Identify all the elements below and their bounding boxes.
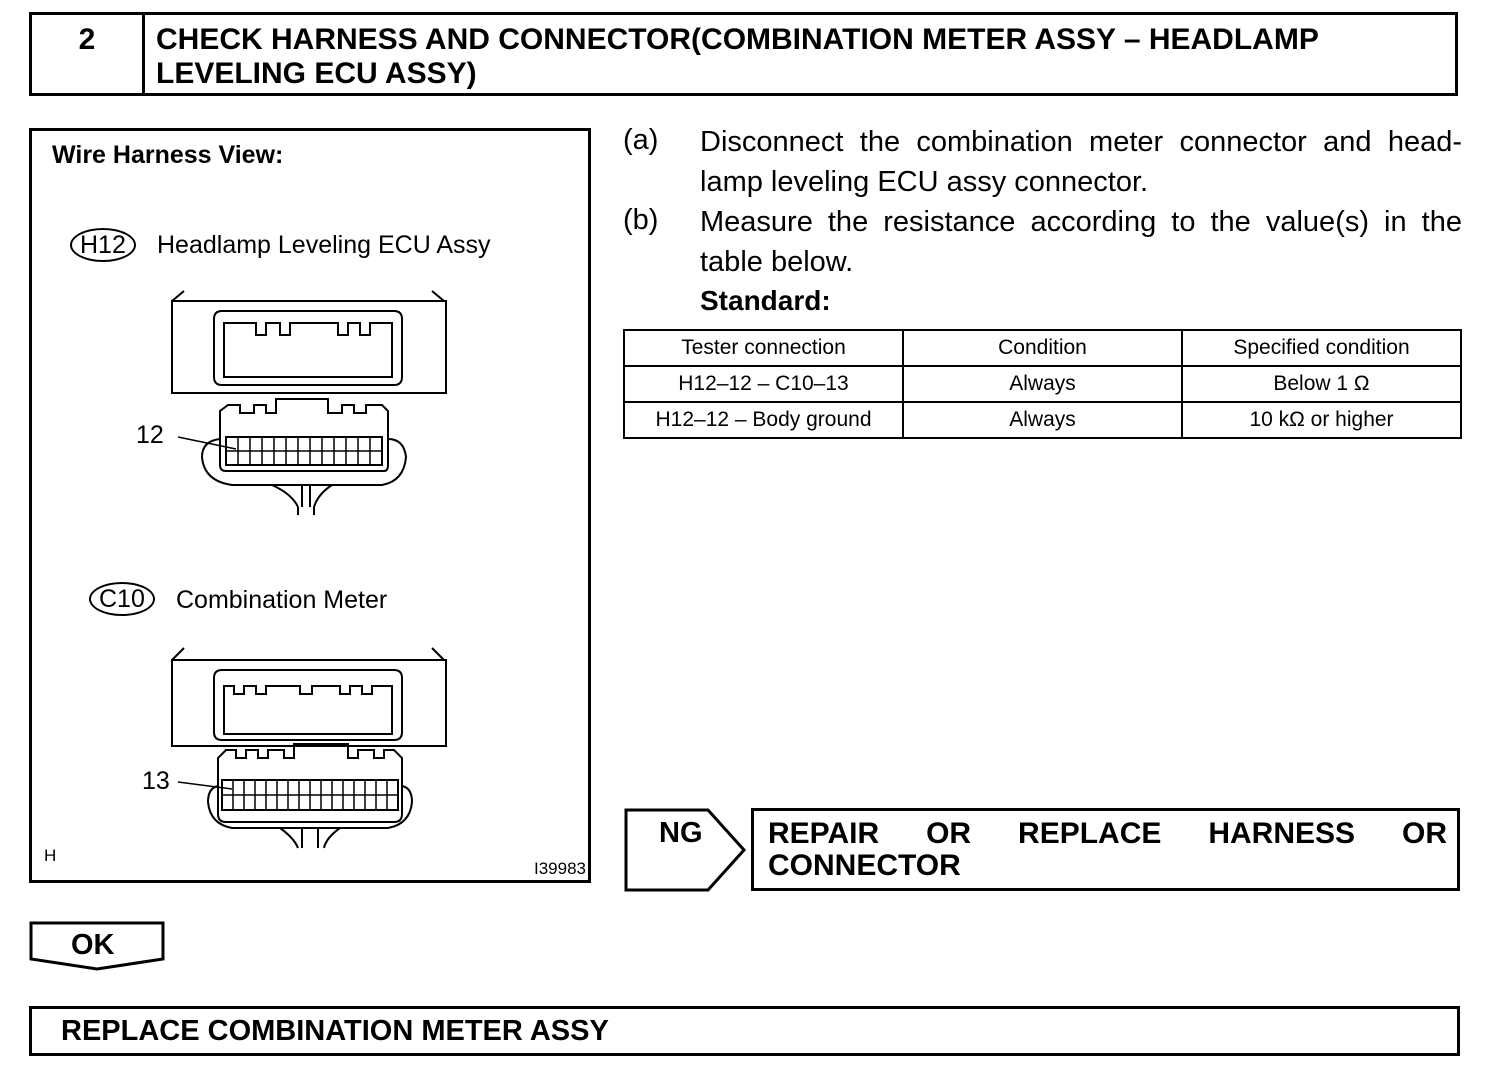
- ng-result-text: [768, 818, 1447, 882]
- table-cell: H12–12 – C10–13: [624, 366, 903, 402]
- table-row: [624, 366, 1461, 402]
- panel-heading: Wire Harness View:: [52, 141, 284, 169]
- table-header-cell: Specified condition: [1182, 330, 1461, 366]
- table-cell: Below 1 Ω: [1182, 366, 1461, 402]
- ng-label: NG: [659, 817, 703, 849]
- table-row: [624, 402, 1461, 438]
- table-header-cell: Condition: [903, 330, 1182, 366]
- ng-result-box: [751, 808, 1460, 891]
- connector1-id-badge: H12: [70, 228, 136, 262]
- final-action-box: [29, 1006, 1460, 1056]
- combination-meter-connector-drawing: [162, 646, 452, 856]
- ng-result-line1: REPAIR OR REPLACE HARNESS OR: [768, 817, 1447, 850]
- final-action-text: REPLACE COMBINATION METER ASSY: [61, 1015, 609, 1047]
- step-b-letter: (b): [623, 204, 659, 236]
- connector2-pin-label: 13: [142, 767, 170, 795]
- table-header-cell: Tester connection: [624, 330, 903, 366]
- step-a-letter: (a): [623, 124, 659, 156]
- table-cell: Always: [903, 366, 1182, 402]
- standard-label: Standard:: [700, 285, 831, 316]
- ng-result-line2: CONNECTOR: [768, 849, 961, 882]
- table-header-row: [624, 330, 1461, 366]
- table-cell: 10 kΩ or higher: [1182, 402, 1461, 438]
- step-b-text: Measure the resistance according to the value(s) in the table below.: [700, 206, 1462, 278]
- headlamp-ecu-connector-drawing: [162, 289, 452, 519]
- wire-harness-panel: [29, 128, 591, 883]
- connector2-id-badge: C10: [89, 582, 155, 616]
- step-header: [29, 12, 1458, 96]
- step-title: CHECK HARNESS AND CONNECTOR(COMBINATION METER ASSY – HEADLAMP LEVELING ECU ASSY): [156, 23, 1319, 90]
- table-cell: Always: [903, 402, 1182, 438]
- step-number: 2: [32, 15, 145, 93]
- corner-code: H: [44, 846, 57, 865]
- resistance-spec-table: [623, 329, 1462, 439]
- figure-id: I39983: [534, 859, 586, 878]
- connector2-name: Combination Meter: [176, 586, 388, 614]
- table-cell: H12–12 – Body ground: [624, 402, 903, 438]
- connector1-pin-label: 12: [136, 421, 164, 449]
- ok-label: OK: [71, 929, 115, 961]
- step-a-text: Disconnect the combination meter connector and head-lamp leveling ECU assy connector.: [700, 126, 1462, 198]
- connector1-name: Headlamp Leveling ECU Assy: [157, 231, 491, 259]
